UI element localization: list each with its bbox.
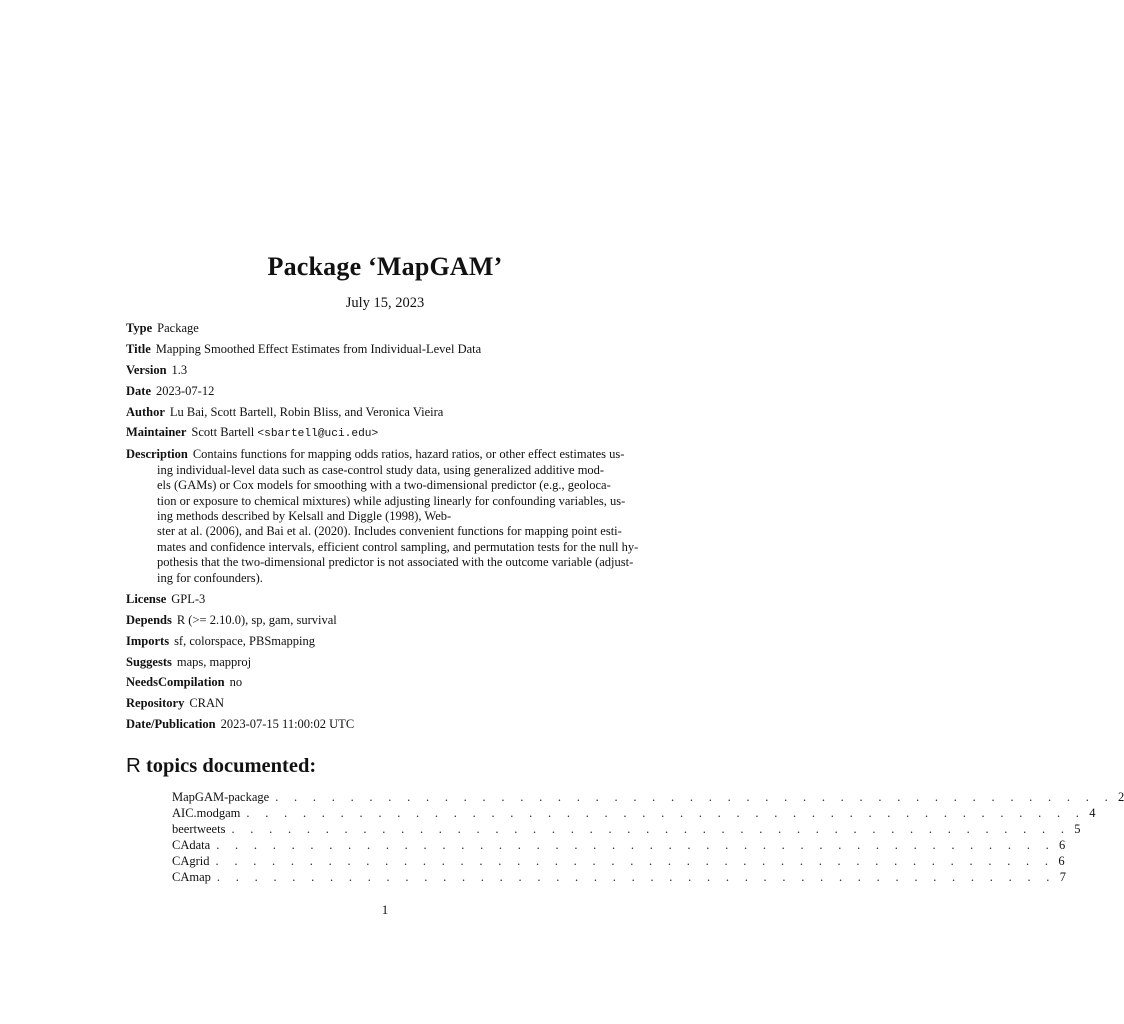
description-line: ing individual-level data such as case-control study data, using generalized additive mod- xyxy=(157,462,605,477)
toc-leader-dots: . . . . . . . . . . . . . . . . . . . . . . . . . . . . . . . . . . . . . . . . . . . . . xyxy=(246,806,1086,820)
toc-heading: R topics documented: xyxy=(126,754,317,777)
package-title: Package ‘MapGAM’ xyxy=(267,252,503,281)
field-value: 2023-07-15 11:00:02 UTC xyxy=(220,717,355,732)
toc-entry-page[interactable]: 2 xyxy=(1118,790,1124,804)
field-type xyxy=(126,320,640,336)
field-value: 2023-07-12 xyxy=(156,383,215,398)
toc-entry[interactable] xyxy=(172,789,1124,805)
field-label: Version xyxy=(126,362,167,377)
toc-entry[interactable] xyxy=(172,869,1066,885)
toc-entry-page[interactable]: 4 xyxy=(1089,806,1096,820)
field-label: Type xyxy=(126,321,153,335)
field-label: Description xyxy=(126,447,188,462)
field-label: Date/Publication xyxy=(126,717,216,732)
field-title xyxy=(126,341,640,357)
field-description xyxy=(126,447,640,586)
field-label: Repository xyxy=(126,696,185,711)
toc-entry-name[interactable]: CAdata xyxy=(172,838,211,852)
toc-leader-dots: . . . . . . . . . . . . . . . . . . . . . . . . . . . . . . . . . . . . . . . . . . . . . xyxy=(215,854,1055,868)
field-value: no xyxy=(229,675,243,690)
toc-entry-name[interactable]: MapGAM-package xyxy=(172,790,270,804)
field-label: Title xyxy=(126,341,151,356)
description-line: tion or exposure to chemical mixtures) while adjusting linearly for confounding variables, us- xyxy=(157,493,626,508)
field-label: NeedsCompilation xyxy=(126,675,225,690)
toc-entry-page[interactable]: 7 xyxy=(1059,870,1066,884)
description-line: pothesis that the two-dimensional predictor is not associated with the outcome variable (adjust- xyxy=(157,555,634,570)
field-value: Package xyxy=(157,321,199,335)
toc-entry-page[interactable]: 5 xyxy=(1074,822,1081,836)
toc-entry-page[interactable]: 6 xyxy=(1059,838,1066,852)
description-line: els (GAMs) or Cox models for smoothing with a two-dimensional predictor (e.g., geoloca- xyxy=(157,478,611,493)
toc-entry-name[interactable]: CAgrid xyxy=(172,854,210,868)
toc-leader-dots: . . . . . . . . . . . . . . . . . . . . . . . . . . . . . . . . . . . . . . . . . . . . . xyxy=(216,838,1056,852)
field-license xyxy=(126,591,640,607)
maintainer-email-link[interactable]: <sbartell@uci.edu> xyxy=(257,428,379,441)
package-fields xyxy=(126,320,640,737)
field-needs-compilation xyxy=(126,674,640,690)
field-value: CRAN xyxy=(189,696,225,711)
field-maintainer xyxy=(126,424,640,442)
field-author xyxy=(126,404,640,420)
description-line: ing for confounders). xyxy=(157,570,263,585)
field-value: GPL-3 xyxy=(171,591,206,606)
description-line: Description Contains functions for mapping odds ratios, hazard ratios, or other effect estimates us- xyxy=(126,447,625,462)
toc-entry-name[interactable]: beertweets xyxy=(172,822,226,836)
field-label: Date xyxy=(126,383,151,398)
field-suggests xyxy=(126,654,640,670)
field-value: 1.3 xyxy=(171,362,188,377)
field-label: Author xyxy=(126,404,165,419)
toc-leader-dots: . . . . . . . . . . . . . . . . . . . . . . . . . . . . . . . . . . . . . . . . . . . . . xyxy=(275,790,1115,804)
field-version xyxy=(126,362,640,378)
field-imports xyxy=(126,633,640,649)
description-line: mates and confidence intervals, efficient control sampling, and permutation tests for the null hy- xyxy=(157,539,639,554)
toc-entry-page[interactable]: 6 xyxy=(1058,854,1065,868)
field-depends xyxy=(126,612,640,628)
page-number: 1 xyxy=(381,902,389,917)
field-label: Depends xyxy=(126,612,172,627)
field-label: Suggests xyxy=(126,654,172,669)
field-value: maps, mapproj xyxy=(176,654,252,669)
field-value: Mapping Smoothed Effect Estimates from Individual-Level Data xyxy=(155,341,482,356)
maintainer-name: Scott Bartell xyxy=(191,425,255,440)
field-date-publication xyxy=(126,716,640,732)
field-repository xyxy=(126,695,640,711)
toc-entry[interactable] xyxy=(172,821,1081,837)
field-value: sf, colorspace, PBSmapping xyxy=(174,633,316,648)
toc-entry-name[interactable]: CAmap xyxy=(172,870,211,884)
toc-leader-dots: . . . . . . . . . . . . . . . . . . . . . . . . . . . . . . . . . . . . . . . . . . . . . xyxy=(216,870,1056,884)
field-value: Lu Bai, Scott Bartell, Robin Bliss, and Veronica Vieira xyxy=(169,404,444,419)
field-label: Imports xyxy=(126,633,170,648)
description-line: ster at al. (2006), and Bai et al. (2020). Includes convenient functions for mapping point esti- xyxy=(157,524,622,539)
field-label: Maintainer xyxy=(126,425,187,440)
toc-leader-dots: . . . . . . . . . . . . . . . . . . . . . . . . . . . . . . . . . . . . . . . . . . . . . xyxy=(231,822,1071,836)
toc-entry[interactable] xyxy=(172,837,1066,853)
field-value: R (>= 2.10.0), sp, gam, survival xyxy=(176,612,337,627)
toc-entry[interactable] xyxy=(172,853,1065,869)
field-label: License xyxy=(126,591,167,606)
field-date xyxy=(126,383,640,399)
table-of-contents xyxy=(172,789,1124,885)
toc-entry-name[interactable]: AIC.modgam xyxy=(172,806,241,820)
document-date: July 15, 2023 xyxy=(345,295,425,311)
description-line: ing methods described by Kelsall and Diggle (1998), Web- xyxy=(157,508,452,523)
toc-entry[interactable] xyxy=(172,805,1096,821)
